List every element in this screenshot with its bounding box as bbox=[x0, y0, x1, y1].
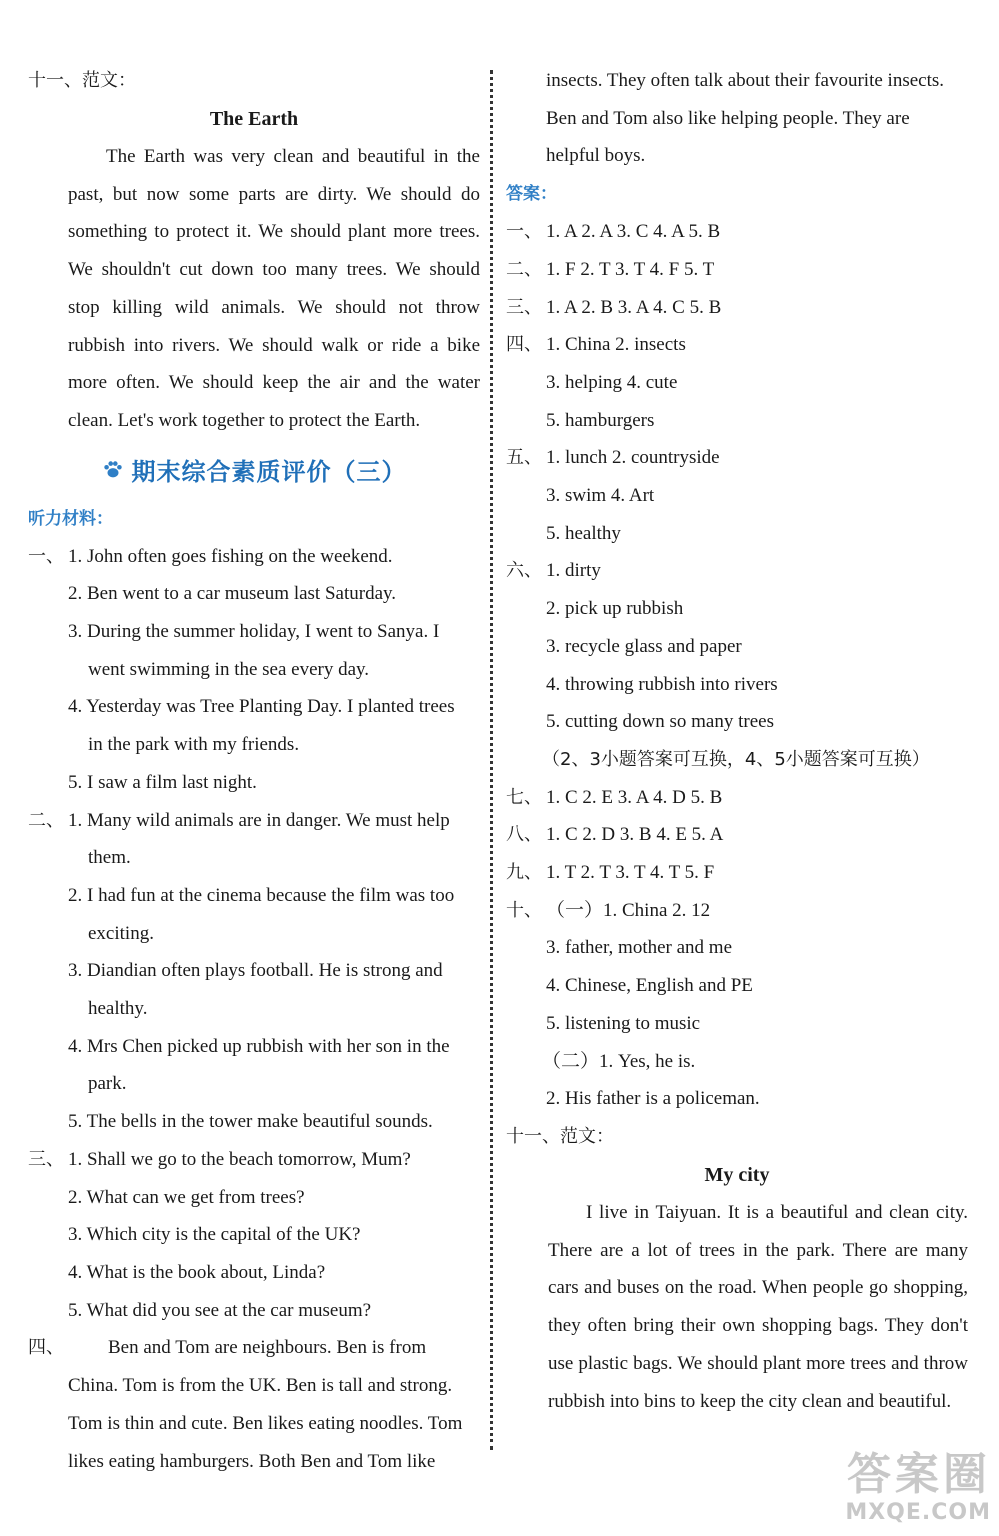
part-label: 三、 bbox=[28, 1148, 64, 1170]
answer-row: 5. listening to music bbox=[546, 1012, 701, 1034]
answer-row bbox=[506, 816, 968, 854]
listening-part1-line: in the park with my friends. bbox=[88, 734, 300, 756]
listening-part1-line: 5. I saw a film last night. bbox=[68, 771, 257, 793]
listening-part1-line bbox=[28, 538, 480, 576]
answer-row bbox=[506, 326, 968, 364]
answer-text: 1. F 2. T 3. T 4. F 5. T bbox=[546, 258, 715, 280]
listening-part1-line: went swimming in the sea every day. bbox=[88, 658, 370, 680]
answer-row: 4. Chinese, English and PE bbox=[546, 975, 753, 997]
listening-part4-line: Tom is thin and cute. Ben likes eating noodles. Tom bbox=[68, 1412, 463, 1434]
listening-part3-line bbox=[28, 1141, 480, 1179]
answer-label: 十、 bbox=[506, 899, 542, 921]
answer-text: 1. A 2. A 3. C 4. A 5. B bbox=[546, 221, 721, 243]
listening-part4-line: likes eating hamburgers. Both Ben and Tom like bbox=[68, 1450, 436, 1472]
part-label: 四、 bbox=[28, 1337, 64, 1359]
listening-part2-line: them. bbox=[88, 847, 131, 869]
answer-text: 1. A 2. B 3. A 4. C 5. B bbox=[546, 296, 722, 318]
answer-row bbox=[506, 289, 968, 327]
answer-row: 5. hamburgers bbox=[546, 409, 655, 431]
answer-row: 3. helping 4. cute bbox=[546, 371, 678, 393]
essay-title-my-city: My city bbox=[704, 1163, 770, 1186]
answer-text: 1. C 2. D 3. B 4. E 5. A bbox=[546, 824, 724, 846]
essay-section-label: 十一、范文： bbox=[28, 70, 136, 91]
listening-part3-line: 3. Which city is the capital of the UK? bbox=[68, 1224, 361, 1246]
listening-part2-line: exciting. bbox=[88, 922, 154, 944]
paw-icon bbox=[102, 459, 124, 481]
column-divider bbox=[490, 70, 493, 1450]
listening-part4-line bbox=[28, 1329, 480, 1367]
listening-part2-line: healthy. bbox=[88, 998, 148, 1020]
answer-label: 九、 bbox=[506, 862, 542, 884]
listening-part4-continued: helpful boys. bbox=[546, 145, 646, 167]
answer-row: 2. His father is a policeman. bbox=[546, 1088, 760, 1110]
answer-label: 七、 bbox=[506, 786, 542, 808]
listening-part2-line: 2. I had fun at the cinema because the film was too bbox=[68, 884, 455, 906]
answer-row: 2. pick up rubbish bbox=[546, 598, 684, 620]
watermark-url: MXQE.COM bbox=[845, 1500, 991, 1525]
answer-row: 4. throwing rubbish into rivers bbox=[546, 673, 778, 695]
listening-part2-line bbox=[28, 802, 480, 840]
part-label: 一、 bbox=[28, 545, 64, 567]
line-text: 1. John often goes fishing on the weekend. bbox=[68, 545, 393, 567]
answer-row: 5. healthy bbox=[546, 522, 621, 544]
answers-label: 答案： bbox=[506, 184, 557, 205]
answer-row bbox=[506, 892, 968, 930]
answer-label: 一、 bbox=[506, 221, 542, 243]
listening-part3-line: 4. What is the book about, Linda? bbox=[68, 1261, 326, 1283]
answer-row bbox=[506, 779, 968, 817]
listening-part2-line: 5. The bells in the tower make beautiful sounds. bbox=[68, 1111, 433, 1133]
right-column bbox=[506, 62, 968, 1420]
listening-part2-line: park. bbox=[88, 1073, 127, 1095]
listening-part1-line: 3. During the summer holiday, I went to Sanya. I bbox=[68, 621, 440, 643]
answer-row bbox=[506, 213, 968, 251]
essay-title-earth: The Earth bbox=[209, 108, 299, 130]
watermark-logo-text: 答案圈 bbox=[847, 1449, 991, 1500]
answer-text: 1. C 2. E 3. A 4. D 5. B bbox=[546, 786, 723, 808]
line-text: 1. Shall we go to the beach tomorrow, Mum? bbox=[68, 1148, 411, 1170]
answer-text: 1. China 2. insects bbox=[546, 334, 686, 356]
section-title-text: 期末综合素质评价（三） bbox=[131, 458, 407, 487]
answer-row: 3. recycle glass and paper bbox=[546, 635, 742, 657]
listening-part4-line: China. Tom is from the UK. Ben is tall and strong. bbox=[68, 1375, 453, 1397]
answer-text: （一）1. China 2. 12 bbox=[546, 899, 711, 921]
listening-part3-line: 5. What did you see at the car museum? bbox=[68, 1299, 372, 1321]
line-text: Ben and Tom are neighbours. Ben is from bbox=[108, 1337, 427, 1359]
answer-note: （2、3小题答案可互换，4、5小题答案可互换） bbox=[542, 748, 930, 770]
answer-row: 5. cutting down so many trees bbox=[546, 711, 774, 733]
answer-row: 3. father, mother and me bbox=[546, 937, 733, 959]
line-text: 1. Many wild animals are in danger. We must help bbox=[68, 809, 450, 831]
listening-material-label: 听力材料： bbox=[28, 508, 113, 529]
listening-part2-line: 4. Mrs Chen picked up rubbish with her son in the bbox=[68, 1035, 450, 1057]
listening-part3-line: 2. What can we get from trees? bbox=[68, 1186, 305, 1208]
answer-label: 四、 bbox=[506, 334, 542, 356]
answer-text: 1. lunch 2. countryside bbox=[546, 447, 720, 469]
left-column bbox=[28, 62, 480, 1480]
answer-label: 六、 bbox=[506, 560, 542, 582]
answer-row: （二）1. Yes, he is. bbox=[542, 1050, 696, 1072]
listening-part2-line: 3. Diandian often plays football. He is strong and bbox=[68, 960, 443, 982]
answer-row: 3. swim 4. Art bbox=[546, 485, 655, 507]
site-watermark bbox=[791, 1450, 991, 1530]
listening-part1-line: 4. Yesterday was Tree Planting Day. I planted trees bbox=[68, 696, 455, 718]
answer-label: 三、 bbox=[506, 296, 542, 318]
part-label: 二、 bbox=[28, 809, 64, 831]
answer-row bbox=[506, 251, 968, 289]
essay-section-label: 十一、范文： bbox=[506, 1125, 614, 1147]
answer-label: 八、 bbox=[506, 824, 542, 846]
essay-earth-text: The Earth was very clean and beautiful in the past, but now some parts are dirty. We should do something to protect it. We should plant more trees. We shouldn't cut down too many trees. We should stop killing wild animals. We should not throw rubbish into rivers. We should walk or ride a bike more often. We should keep the air and the water clean. Let's work together to protect the Earth. bbox=[68, 146, 480, 431]
answer-text: 1. T 2. T 3. T 4. T 5. F bbox=[546, 862, 715, 884]
answer-row bbox=[506, 439, 968, 477]
listening-part1-line: 2. Ben went to a car museum last Saturday. bbox=[68, 583, 397, 605]
answer-label: 二、 bbox=[506, 258, 542, 280]
answer-text: 1. dirty bbox=[546, 560, 601, 582]
answer-row bbox=[506, 552, 968, 590]
answer-label: 五、 bbox=[506, 447, 542, 469]
answer-row bbox=[506, 854, 968, 892]
listening-part4-continued: Ben and Tom also like helping people. They are bbox=[546, 107, 910, 129]
listening-part4-continued: insects. They often talk about their favourite insects. bbox=[546, 70, 945, 91]
section-title bbox=[28, 440, 480, 500]
essay-my-city-text: I live in Taiyuan. It is a beautiful and clean city. There are a lot of trees in the park. There are many cars and buses on the road. When people go shopping, they often bring their own shopping bags. They don't use plastic bags. We should plant more trees and throw rubbish into bins to keep the city clean and beautiful. bbox=[548, 1201, 968, 1412]
